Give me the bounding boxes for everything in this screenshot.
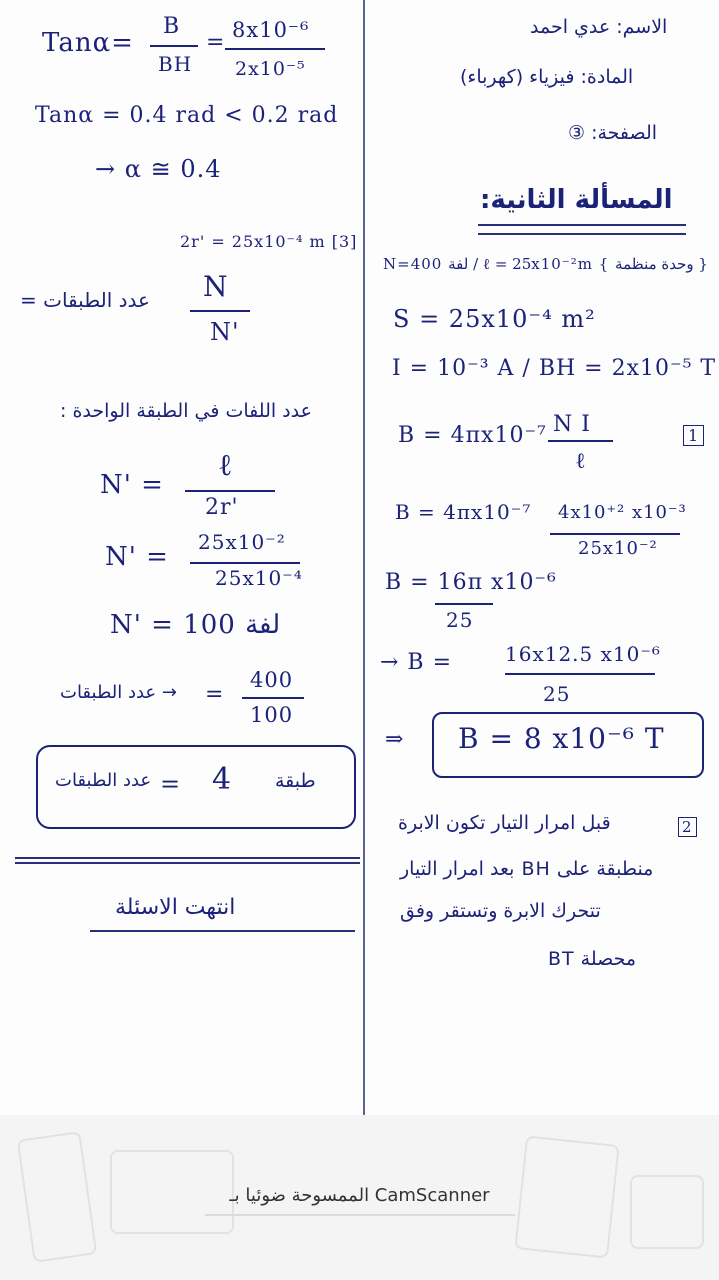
explain-line-1: قبل امرار التيار تكون الابرة — [398, 812, 611, 834]
tan-frac2-den: 2x10⁻⁵ — [235, 58, 306, 80]
layers-calc-eq: = — [205, 682, 225, 707]
sub-den: 25x10⁻² — [578, 538, 658, 559]
layers-calc-den: 100 — [250, 703, 294, 727]
fraction-bar — [548, 440, 613, 442]
layers-calc-label: → عدد الطبقات — [60, 682, 177, 703]
givens-line-1: N=400 لفة / ℓ = 25x10⁻²m { وحدة منظمة } — [383, 255, 709, 273]
nprime-lhs-1: N' = — [100, 470, 164, 500]
divider-line — [15, 857, 360, 859]
turns-per-layer-label: عدد اللفات في الطبقة الواحدة : — [60, 400, 312, 422]
fraction-bar — [505, 673, 655, 675]
step4-num: 16x12.5 x10⁻⁶ — [505, 642, 661, 666]
tan-eq: = — [206, 30, 226, 55]
formula-den: ℓ — [575, 449, 587, 474]
two-r-line: 2r' = 25x10⁻⁴ m [3] — [180, 232, 358, 251]
fraction-bar — [225, 48, 325, 50]
result-unit: طبقة — [275, 770, 316, 792]
step4-lhs: → B = — [380, 650, 453, 675]
explain-line-3: تتحرك الابرة وتستقر وفق — [400, 900, 601, 922]
fraction-bar — [190, 562, 300, 564]
page-line: الصفحة: ③ — [568, 122, 658, 144]
nprime-den-1: 2r' — [205, 495, 239, 520]
result-eq: = — [160, 770, 182, 798]
fraction-bar — [242, 697, 304, 699]
n-den: N' — [210, 318, 240, 346]
b-result: B = 8 x10⁻⁶ T — [458, 722, 665, 755]
nprime-den-2: 25x10⁻⁴ — [215, 566, 303, 590]
nprime-result: N' = 100 لفة — [110, 610, 281, 640]
fraction-bar — [185, 490, 275, 492]
heading-underline — [478, 233, 686, 235]
divider-line — [15, 862, 360, 864]
fraction-bar — [150, 45, 198, 47]
explain-line-2: منطبقة على BH بعد امرار التيار — [400, 858, 654, 880]
fraction-bar — [190, 310, 250, 312]
step4-den: 25 — [543, 682, 571, 706]
result-value: 4 — [212, 762, 233, 797]
result-label: عدد الطبقات — [55, 770, 152, 791]
n-num: N — [203, 270, 229, 303]
explain-line-4: محصلة BT — [548, 948, 637, 970]
step3-lhs: B = 16π x10⁻⁶ — [385, 570, 557, 595]
sub-num: 4x10⁺² x10⁻³ — [558, 502, 687, 523]
layers-label: عدد الطبقات = — [20, 288, 150, 312]
tan-line2: Tanα = 0.4 rad < 0.2 rad — [35, 103, 339, 128]
result-arrow: ⇒ — [385, 727, 405, 752]
camscanner-watermark: الممسوحة ضوئيا بـ CamScanner — [229, 1185, 490, 1206]
item-number-1: 1 — [683, 425, 704, 446]
step3-den: 25 — [446, 608, 474, 632]
underline — [90, 930, 355, 932]
end-text: انتهت الاسئلة — [115, 895, 236, 920]
question-heading: المسألة الثانية: — [480, 185, 673, 215]
nprime-num-1: ℓ — [218, 448, 234, 483]
fraction-bar — [550, 533, 680, 535]
givens-line-3: I = 10⁻³ A / BH = 2x10⁻⁵ T — [392, 356, 717, 381]
subject-line: المادة: فيزياء (كهرباء) — [460, 66, 634, 88]
heading-underline — [478, 224, 686, 226]
tan-label: Tanα= — [42, 28, 134, 58]
tan-frac2-num: 8x10⁻⁶ — [232, 18, 310, 42]
tan-frac1-num: B — [163, 14, 181, 39]
formula-lhs: B = 4πx10⁻⁷ — [398, 423, 547, 448]
givens-line-2: S = 25x10⁻⁴ m² — [393, 305, 596, 333]
fraction-bar — [435, 603, 493, 605]
name-line: الاسم: عدي احمد — [530, 16, 668, 38]
approx-line: → α ≅ 0.4 — [95, 155, 222, 183]
column-divider — [363, 0, 365, 1115]
tan-frac1-den: BH — [158, 52, 193, 76]
item-number-2: 2 — [678, 817, 697, 837]
watermark-underline — [205, 1214, 515, 1216]
nprime-lhs-2: N' = — [105, 542, 169, 572]
layers-calc-num: 400 — [250, 668, 294, 692]
formula-num: N I — [553, 412, 591, 437]
nprime-num-2: 25x10⁻² — [198, 530, 286, 554]
sub-lhs: B = 4πx10⁻⁷ — [395, 500, 532, 524]
